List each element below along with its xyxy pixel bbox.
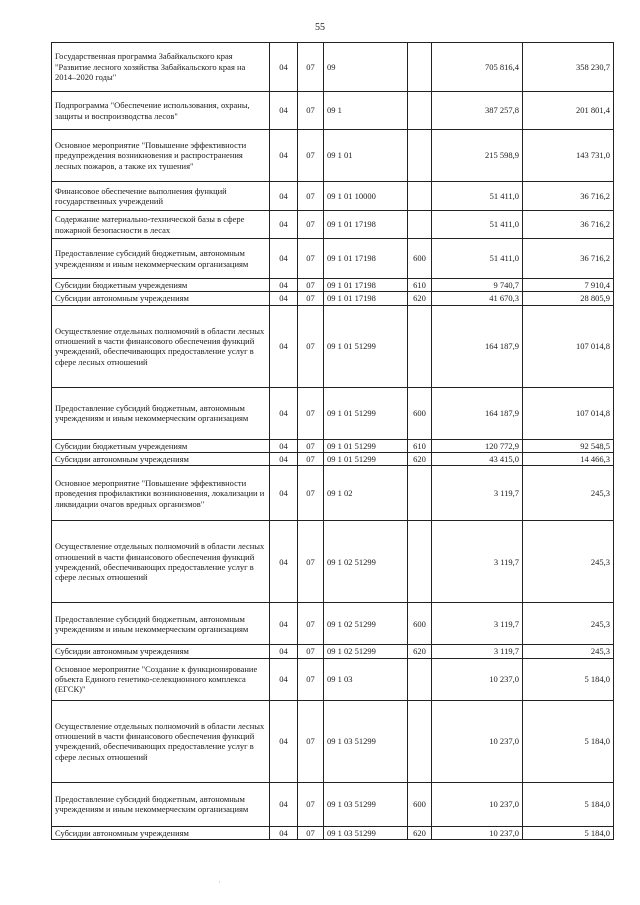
cell-v1: 9 740,7 — [432, 279, 523, 292]
cell-v2: 358 230,7 — [523, 43, 614, 92]
cell-v1: 51 411,0 — [432, 211, 523, 239]
cell-csr: 09 1 01 51299 — [324, 387, 408, 439]
cell-name: Осуществление отдельных полномочий в области лесных отношений в части финансового обеспечения функций учреждений, обеспечивающих предоставление услуг в сфере лесных отношений — [52, 700, 270, 782]
cell-rz: 04 — [270, 521, 298, 603]
cell-rz: 04 — [270, 466, 298, 521]
cell-pr: 07 — [298, 292, 324, 305]
cell-csr: 09 1 03 51299 — [324, 782, 408, 826]
table-row — [52, 305, 614, 387]
cell-pr: 07 — [298, 92, 324, 130]
cell-pr: 07 — [298, 439, 324, 452]
table-row — [52, 521, 614, 603]
cell-pr: 07 — [298, 700, 324, 782]
cell-v2: 7 910,4 — [523, 279, 614, 292]
cell-v2: 92 548,5 — [523, 439, 614, 452]
table-row — [52, 658, 614, 700]
cell-csr: 09 1 — [324, 92, 408, 130]
cell-csr: 09 1 03 51299 — [324, 700, 408, 782]
cell-rz: 04 — [270, 182, 298, 211]
cell-v1: 120 772,9 — [432, 439, 523, 452]
cell-rz: 04 — [270, 645, 298, 658]
table-row — [52, 292, 614, 305]
cell-rz: 04 — [270, 453, 298, 466]
cell-v1: 164 187,9 — [432, 305, 523, 387]
cell-name: Основное мероприятие "Повышение эффективности предупреждения возникновения и распространения лесных пожаров, а также их тушения" — [52, 130, 270, 182]
cell-vr: 620 — [408, 453, 432, 466]
cell-csr: 09 1 01 51299 — [324, 439, 408, 452]
cell-v2: 36 716,2 — [523, 239, 614, 279]
cell-csr: 09 1 01 17198 — [324, 239, 408, 279]
cell-pr: 07 — [298, 305, 324, 387]
cell-name: Субсидии автономным учреждениям — [52, 292, 270, 305]
cell-v1: 3 119,7 — [432, 466, 523, 521]
table-row — [52, 239, 614, 279]
cell-pr: 07 — [298, 466, 324, 521]
cell-v2: 36 716,2 — [523, 182, 614, 211]
cell-vr: 600 — [408, 603, 432, 645]
cell-v2: 245,3 — [523, 521, 614, 603]
table-row — [52, 645, 614, 658]
cell-csr: 09 1 03 — [324, 658, 408, 700]
cell-v2: 201 801,4 — [523, 92, 614, 130]
cell-v1: 41 670,3 — [432, 292, 523, 305]
cell-vr — [408, 211, 432, 239]
cell-v1: 215 598,9 — [432, 130, 523, 182]
cell-name: Предоставление субсидий бюджетным, автономным учреждениям и иным некоммерческим организациям — [52, 387, 270, 439]
cell-name: Осуществление отдельных полномочий в области лесных отношений в части финансового обеспечения функций учреждений, обеспечивающих предоставление услуг в сфере лесных отношений — [52, 521, 270, 603]
cell-pr: 07 — [298, 130, 324, 182]
cell-vr — [408, 43, 432, 92]
cell-name: Основное мероприятие "Создание к функционирование объекта Единого генетико-селекционного комплекса (ЕГСК)" — [52, 658, 270, 700]
cell-rz: 04 — [270, 292, 298, 305]
cell-rz: 04 — [270, 439, 298, 452]
cell-v1: 387 257,8 — [432, 92, 523, 130]
cell-rz: 04 — [270, 658, 298, 700]
cell-pr: 07 — [298, 239, 324, 279]
cell-v1: 10 237,0 — [432, 826, 523, 839]
cell-pr: 07 — [298, 43, 324, 92]
budget-table — [51, 42, 614, 840]
table-row — [52, 439, 614, 452]
cell-csr: 09 1 02 51299 — [324, 521, 408, 603]
cell-csr: 09 1 01 51299 — [324, 305, 408, 387]
cell-vr: 600 — [408, 239, 432, 279]
cell-pr: 07 — [298, 521, 324, 603]
cell-vr — [408, 700, 432, 782]
cell-v2: 36 716,2 — [523, 211, 614, 239]
cell-name: Субсидии автономным учреждениям — [52, 453, 270, 466]
cell-v2: 107 014,8 — [523, 387, 614, 439]
table-row — [52, 211, 614, 239]
cell-v1: 10 237,0 — [432, 782, 523, 826]
cell-name: Осуществление отдельных полномочий в области лесных отношений в части финансового обеспечения функций учреждений, обеспечивающих предоставление услуг в сфере лесных отношений — [52, 305, 270, 387]
cell-pr: 07 — [298, 782, 324, 826]
cell-csr: 09 1 02 — [324, 466, 408, 521]
cell-vr: 620 — [408, 826, 432, 839]
cell-v1: 51 411,0 — [432, 239, 523, 279]
table-row — [52, 782, 614, 826]
table-row — [52, 279, 614, 292]
cell-csr: 09 — [324, 43, 408, 92]
cell-vr — [408, 466, 432, 521]
cell-pr: 07 — [298, 182, 324, 211]
cell-name: Содержание материально-технической базы в сфере пожарной безопасности в лесах — [52, 211, 270, 239]
cell-vr — [408, 521, 432, 603]
cell-pr: 07 — [298, 211, 324, 239]
cell-v2: 5 184,0 — [523, 658, 614, 700]
cell-pr: 07 — [298, 658, 324, 700]
cell-rz: 04 — [270, 92, 298, 130]
table-row — [52, 453, 614, 466]
cell-v1: 164 187,9 — [432, 387, 523, 439]
cell-v2: 5 184,0 — [523, 826, 614, 839]
cell-rz: 04 — [270, 43, 298, 92]
table-row — [52, 826, 614, 839]
table-row — [52, 466, 614, 521]
cell-rz: 04 — [270, 279, 298, 292]
cell-rz: 04 — [270, 130, 298, 182]
cell-rz: 04 — [270, 239, 298, 279]
cell-v1: 10 237,0 — [432, 658, 523, 700]
cell-v1: 10 237,0 — [432, 700, 523, 782]
cell-vr: 600 — [408, 387, 432, 439]
cell-v1: 43 415,0 — [432, 453, 523, 466]
cell-csr: 09 1 02 51299 — [324, 603, 408, 645]
cell-name: Государственная программа Забайкальского края "Развитие лесного хозяйства Забайкальского края на 2014–2020 годы" — [52, 43, 270, 92]
cell-v2: 143 731,0 — [523, 130, 614, 182]
table-row — [52, 603, 614, 645]
cell-pr: 07 — [298, 826, 324, 839]
page-number: 55 — [315, 22, 325, 33]
cell-vr — [408, 305, 432, 387]
cell-v2: 245,3 — [523, 645, 614, 658]
cell-vr — [408, 130, 432, 182]
cell-vr — [408, 182, 432, 211]
cell-vr: 620 — [408, 292, 432, 305]
cell-name: Предоставление субсидий бюджетным, автономным учреждениям и иным некоммерческим организациям — [52, 239, 270, 279]
cell-name: Субсидии автономным учреждениям — [52, 826, 270, 839]
cell-vr: 610 — [408, 439, 432, 452]
cell-csr: 09 1 01 17198 — [324, 279, 408, 292]
cell-v2: 28 805,9 — [523, 292, 614, 305]
table-row — [52, 43, 614, 92]
cell-name: Предоставление субсидий бюджетным, автономным учреждениям и иным некоммерческим организациям — [52, 782, 270, 826]
table-row — [52, 130, 614, 182]
cell-rz: 04 — [270, 387, 298, 439]
cell-csr: 09 1 01 17198 — [324, 211, 408, 239]
cell-name: Основное мероприятие "Повышение эффективности проведения профилактики возникновения, локализации и ликвидации очагов вредных организмов" — [52, 466, 270, 521]
cell-v2: 5 184,0 — [523, 700, 614, 782]
cell-pr: 07 — [298, 603, 324, 645]
cell-rz: 04 — [270, 211, 298, 239]
cell-rz: 04 — [270, 782, 298, 826]
table-row — [52, 182, 614, 211]
cell-v1: 3 119,7 — [432, 603, 523, 645]
cell-v1: 705 816,4 — [432, 43, 523, 92]
table-row — [52, 387, 614, 439]
cell-rz: 04 — [270, 826, 298, 839]
cell-v1: 51 411,0 — [432, 182, 523, 211]
cell-v1: 3 119,7 — [432, 645, 523, 658]
cell-name: Субсидии автономным учреждениям — [52, 645, 270, 658]
cell-v1: 3 119,7 — [432, 521, 523, 603]
cell-vr — [408, 92, 432, 130]
cell-csr: 09 1 03 51299 — [324, 826, 408, 839]
cell-csr: 09 1 01 — [324, 130, 408, 182]
cell-csr: 09 1 01 17198 — [324, 292, 408, 305]
budget-table-body — [52, 43, 614, 840]
cell-v2: 245,3 — [523, 466, 614, 521]
table-row — [52, 700, 614, 782]
cell-csr: 09 1 02 51299 — [324, 645, 408, 658]
cell-v2: 5 184,0 — [523, 782, 614, 826]
cell-pr: 07 — [298, 387, 324, 439]
cell-v2: 245,3 — [523, 603, 614, 645]
cell-name: Предоставление субсидий бюджетным, автономным учреждениям и иным некоммерческим организациям — [52, 603, 270, 645]
cell-name: Финансовое обеспечение выполнения функций государственных учреждений — [52, 182, 270, 211]
cell-vr — [408, 658, 432, 700]
cell-rz: 04 — [270, 603, 298, 645]
cell-name: Подпрограмма "Обеспечение использования, охраны, защиты и воспроизводства лесов" — [52, 92, 270, 130]
cell-vr: 600 — [408, 782, 432, 826]
cell-rz: 04 — [270, 305, 298, 387]
scan-mark: · — [218, 878, 221, 887]
cell-rz: 04 — [270, 700, 298, 782]
cell-v2: 107 014,8 — [523, 305, 614, 387]
cell-csr: 09 1 01 51299 — [324, 453, 408, 466]
cell-name: Субсидии бюджетным учреждениям — [52, 439, 270, 452]
cell-v2: 14 466,3 — [523, 453, 614, 466]
cell-vr: 610 — [408, 279, 432, 292]
table-row — [52, 92, 614, 130]
cell-pr: 07 — [298, 279, 324, 292]
cell-csr: 09 1 01 10000 — [324, 182, 408, 211]
cell-pr: 07 — [298, 453, 324, 466]
cell-name: Субсидии бюджетным учреждениям — [52, 279, 270, 292]
cell-vr: 620 — [408, 645, 432, 658]
cell-pr: 07 — [298, 645, 324, 658]
